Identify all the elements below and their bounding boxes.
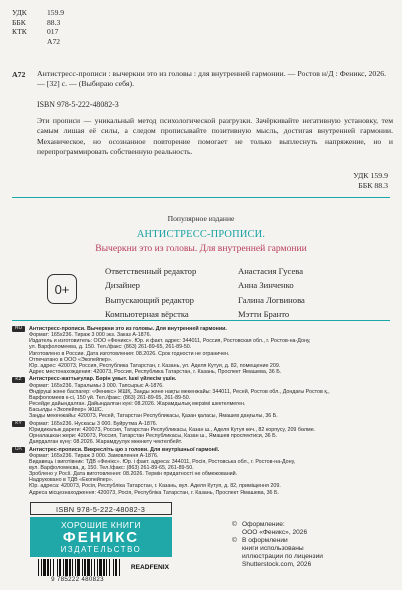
barcode-stripe [43,559,46,576]
barcode-stripe [69,559,71,576]
barcode-bars [38,559,120,576]
credit-line: книги использованы [242,545,304,553]
credit-line: ООО «Феникс», 2026 [242,529,308,537]
barcode-stripe [99,559,102,576]
barcode-stripe [91,559,92,576]
barcode-stripe [87,559,90,576]
age-rating-badge: 0+ [47,274,77,304]
classification-codes-bottom: УДК 159.9 ББК 88.3 [353,171,388,190]
barcode-stripe [109,559,110,576]
barcode-stripe [106,559,107,576]
barcode-stripe [65,559,68,576]
credit-row: Компьютерная вёрстка Мэтти Бранто [105,308,290,319]
credit-line: © В оформлении [232,537,288,545]
barcode-stripe [63,559,64,576]
design-credits [232,521,323,570]
bibliographic-description: Антистресс-прописи : вычеркни это из головы : для внутренней гармонии. — Ростов н/Д : Феникс, 2026. — [32] с. — (Выбираю себя). [37,69,387,89]
legal-block-ua: UA Антистрес-прописи. Викресліть цю з голови. Для внутрішньої гармонії. Формат: 165х236. Тираж 3 000. Замовлення А-1876. Видавець і виготівник: ТДВ «Фенікс». Юр. і факт. адреса: 344011, Росія, Ростовська обл., г. Ростов-на-Дону, вул. Варфоломеєва, д. 150. Тел./факс: (863) 261-89-65, 261-89-50. Зроблено у Росії. Дата виготовлення: 08.2026. Термін придатності не обмежований. Надруковано в ТДВ «Екопейпер». Юр. адреса: 420073, Росія, Республіка Татарстан, г. Казань, вул. Аделя Кутуя, д. 82, приміщення 209. Адреса місцезнаходження: 420073, Росія, Республіка Татарстан, г. Казань, Проспект Ямашева, 36 Б. [12,447,392,496]
credit-row: Ответственный редактор Анастасия Гусева [105,266,304,276]
credit-row: Дизайнер Анна Зинченко [105,280,294,291]
barcode [30,557,172,583]
brand-tagline: ХОРОШИЕ КНИГИ [61,520,141,530]
author-mark: А72 [12,70,26,79]
barcode-stripe [41,559,42,576]
isbn-box: ISBN 978-5-222-48082-3 [30,502,172,515]
code-row: А72 [47,36,61,46]
barcode-stripe [84,559,86,576]
credit-row: Выпускающий редактор Галина Логвинова [105,294,305,305]
credit-line: © Оформление: [232,521,285,528]
barcode-stripe [113,559,114,576]
isbn-line: ISBN 978-5-222-48082-3 [37,100,119,109]
brand-name: ФЕНИКС [62,529,140,546]
language-tag: KZ [12,377,25,383]
legal-block-kz: KZ Антистресс-жаттығулар. Бәрін ұмыт. Ішкі үйлесім үшін. Формат: 165х236. Таралымы 3 000. Тапсырыс А-1876. Өндіруші және баспагер: «Феникс» ЖШҚ. Заңды және нақты мекенжайы: 344011, Ресей, Ростов обл., Дондағы Ростов қ., Варфоломеев к-сі, 150 үй. Тел./факс: (863) 261-89-65, 261-89-50. Ресейде дайындалған. Дайындалған күні: 08.2026. Жарамдылық мерзімі шектелмеген. Басылды «Экопейпер» ЖШС. Заңды мекенжайы: 420073, Ресей, Татарстан Республикасы, Қазан қаласы, Ямашев даңғылы, 36 Б. [12,376,392,419]
credits-list [105,264,305,321]
readfenix-label: READFENIX [130,564,169,571]
barcode-stripe [72,559,73,576]
legal-info [12,326,392,497]
barcode-stripe [47,559,49,576]
barcode-stripe [50,559,51,576]
publisher-logo-block [30,517,172,583]
barcode-stripe [75,559,76,576]
barcode-stripe [38,559,39,576]
barcode-stripe [82,559,83,576]
divider-line [12,320,390,321]
book-subtitle: Вычеркни это из головы. Для внутренней гармонии [95,243,307,254]
code-row: ББК 88.3 [12,17,61,27]
credit-line: Shutterstock.com, 2026 [242,561,312,569]
barcode-stripe [94,559,95,576]
book-title: АНТИСТРЕСС-ПРОПИСИ. [136,229,266,240]
barcode-stripe [103,559,105,576]
language-tag: KY [12,421,25,427]
barcode-stripe [115,559,117,576]
barcode-stripe [59,559,61,576]
credit-line: иллюстрации по лицензии [242,553,323,561]
edition-type: Популярное издание [167,214,235,223]
barcode-stripe [119,559,120,576]
divider-line [12,197,390,198]
barcode-stripe [77,559,80,576]
code-row: КТК 017 [12,27,59,37]
language-tag: RU [12,326,25,332]
barcode-stripe [57,559,58,576]
annotation: Эти прописи — уникальный метод психологической разгрузки. Зачёркивайте негативную установку, тем самым лишая её силы, а следом прописывайте позитивную мысль, достигая внутренней гармонии. Механическое, но осознанное повторение помогает не только выплеснуть напряжение, но и перепрограммировать собственную реальность. [37,116,393,157]
legal-block-ru: RU Антистресс-прописи. Вычеркни это из головы. Для внутренней гармонии. Формат: 165х236. Тираж 3 000 экз. Заказ А-1876. Издатель и изготовитель: ООО «Феникс». Юр. и факт. адрес: 344011, Россия, Ростовская обл., г. Ростов-на-Дону, ул. Варфоломеева, д. 150. Тел./факс: (863) 261-89-65, 261-89-50. Изготовлено в России. Дата изготовления: 08.2026. Срок годности не ограничен. Отпечатано в ООО «Экопейпер». Юр. адрес: 420073, Россия, Республика Татарстан, г. Казань, ул. Аделя Кутуя, д. 82, помещение 209. Адрес местонахождения: 420073, Россия, Республика Татарстан, г. Казань, Проспект Ямашева, 36 Б. [12,326,392,375]
classification-codes [12,8,64,46]
brand-subtitle: ИЗДАТЕЛЬСТВО [60,545,142,554]
legal-block-ky: KY Формат: 165х236. Нускасы 3 000. Буйрутма А-1876. Юридикалык дареги: 420073, Россия, Татарстан Республикасы, Казан ш., Аделя Кутуя көч., 82 корпусу, 209 бөлме. Орналашкан жери: 420073, Россия, Татарстан Республикасы, Казан ш., Ямашев проспектиси, 36 Б. Даярдалган күнү: 08.2026. Жарамдуулук мөөнөтү чектелбейт. [12,421,392,446]
language-tag: UA [12,447,25,453]
code-row: УДК 159.9 [12,8,65,17]
barcode-number: 9 785222 480823 [51,576,104,583]
barcode-stripe [97,559,98,576]
barcode-stripe [53,559,54,576]
